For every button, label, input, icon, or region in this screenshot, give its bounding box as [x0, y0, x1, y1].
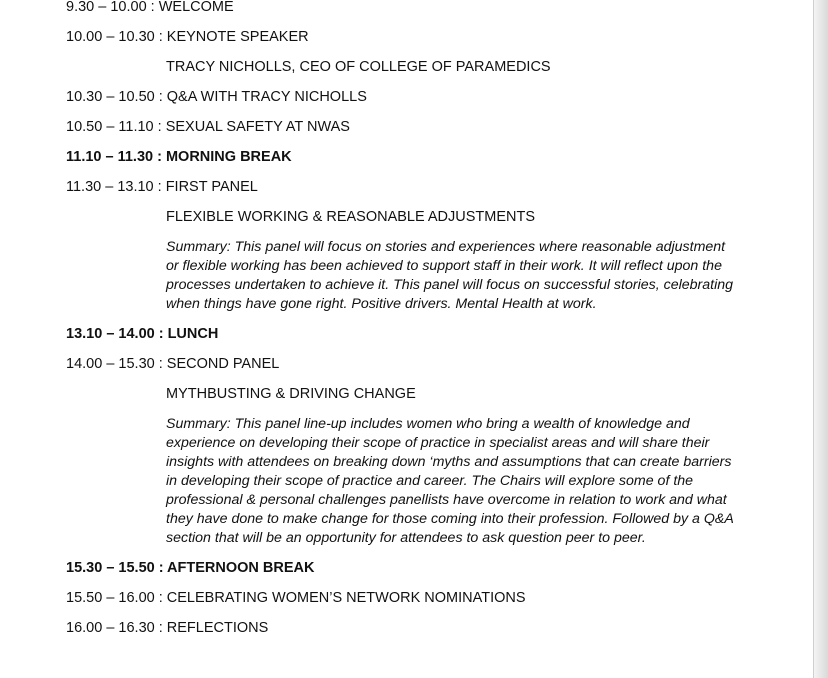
agenda-item-afternoon-break: 15.30 – 15.50 : AFTERNOON BREAK: [66, 560, 315, 576]
second-panel-title: MYTHBUSTING & DRIVING CHANGE: [166, 386, 416, 402]
summary-line: professional & personal challenges panellists have overcome in relation to work and what: [166, 492, 727, 508]
summary-line: when things have gone right. Positive drivers. Mental Health at work.: [166, 296, 597, 312]
agenda-item-lunch: 13.10 – 14.00 : LUNCH: [66, 326, 219, 342]
summary-line: Summary: This panel line-up includes women who bring a wealth of knowledge and: [166, 416, 690, 432]
summary-line: section that will be an opportunity for attendees to ask question peer to peer.: [166, 530, 646, 546]
agenda-item-keynote: 10.00 – 10.30 : KEYNOTE SPEAKER: [66, 29, 309, 45]
keynote-speaker-name: TRACY NICHOLLS, CEO OF COLLEGE OF PARAMEDICS: [166, 59, 551, 75]
agenda-item-nominations: 15.50 – 16.00 : CELEBRATING WOMEN’S NETWORK NOMINATIONS: [66, 590, 526, 606]
summary-line: processes undertaken to achieve it. This panel will focus on successful stories, celebrating: [166, 277, 734, 293]
agenda-item-first-panel: 11.30 – 13.10 : FIRST PANEL: [66, 179, 258, 195]
first-panel-summary: [166, 238, 784, 314]
agenda-item-reflections: 16.00 – 16.30 : REFLECTIONS: [66, 620, 269, 636]
summary-line: Summary: This panel will focus on stories and experiences where reasonable adjustment: [166, 239, 726, 255]
agenda-item-morning-break: 11.10 – 11.30 : MORNING BREAK: [66, 149, 292, 165]
summary-line: insights with attendees on breaking down ‘myths and assumptions that can create barriers: [166, 454, 732, 470]
agenda-item-qa: 10.30 – 10.50 : Q&A WITH TRACY NICHOLLS: [66, 89, 367, 105]
summary-line: experience on developing their scope of practice in specialist areas and will share their: [166, 435, 710, 451]
summary-line: in developing their scope of practice and career. The Chairs will explore some of the: [166, 473, 694, 489]
summary-line: they have done to make change for those coming into their profession. Followed by a Q&A: [166, 511, 734, 527]
second-panel-summary: [166, 415, 784, 548]
first-panel-title: FLEXIBLE WORKING & REASONABLE ADJUSTMENTS: [166, 209, 536, 225]
agenda-item-sexual-safety: 10.50 – 11.10 : SEXUAL SAFETY AT NWAS: [66, 119, 350, 135]
page-edge-shadow: [813, 0, 828, 678]
summary-line: or flexible working has been achieved to support staff in their work. It will reflect upon the: [166, 258, 722, 274]
agenda-item-second-panel: 14.00 – 15.30 : SECOND PANEL: [66, 356, 280, 372]
agenda-item-welcome: 9.30 – 10.00 : WELCOME: [66, 0, 234, 15]
